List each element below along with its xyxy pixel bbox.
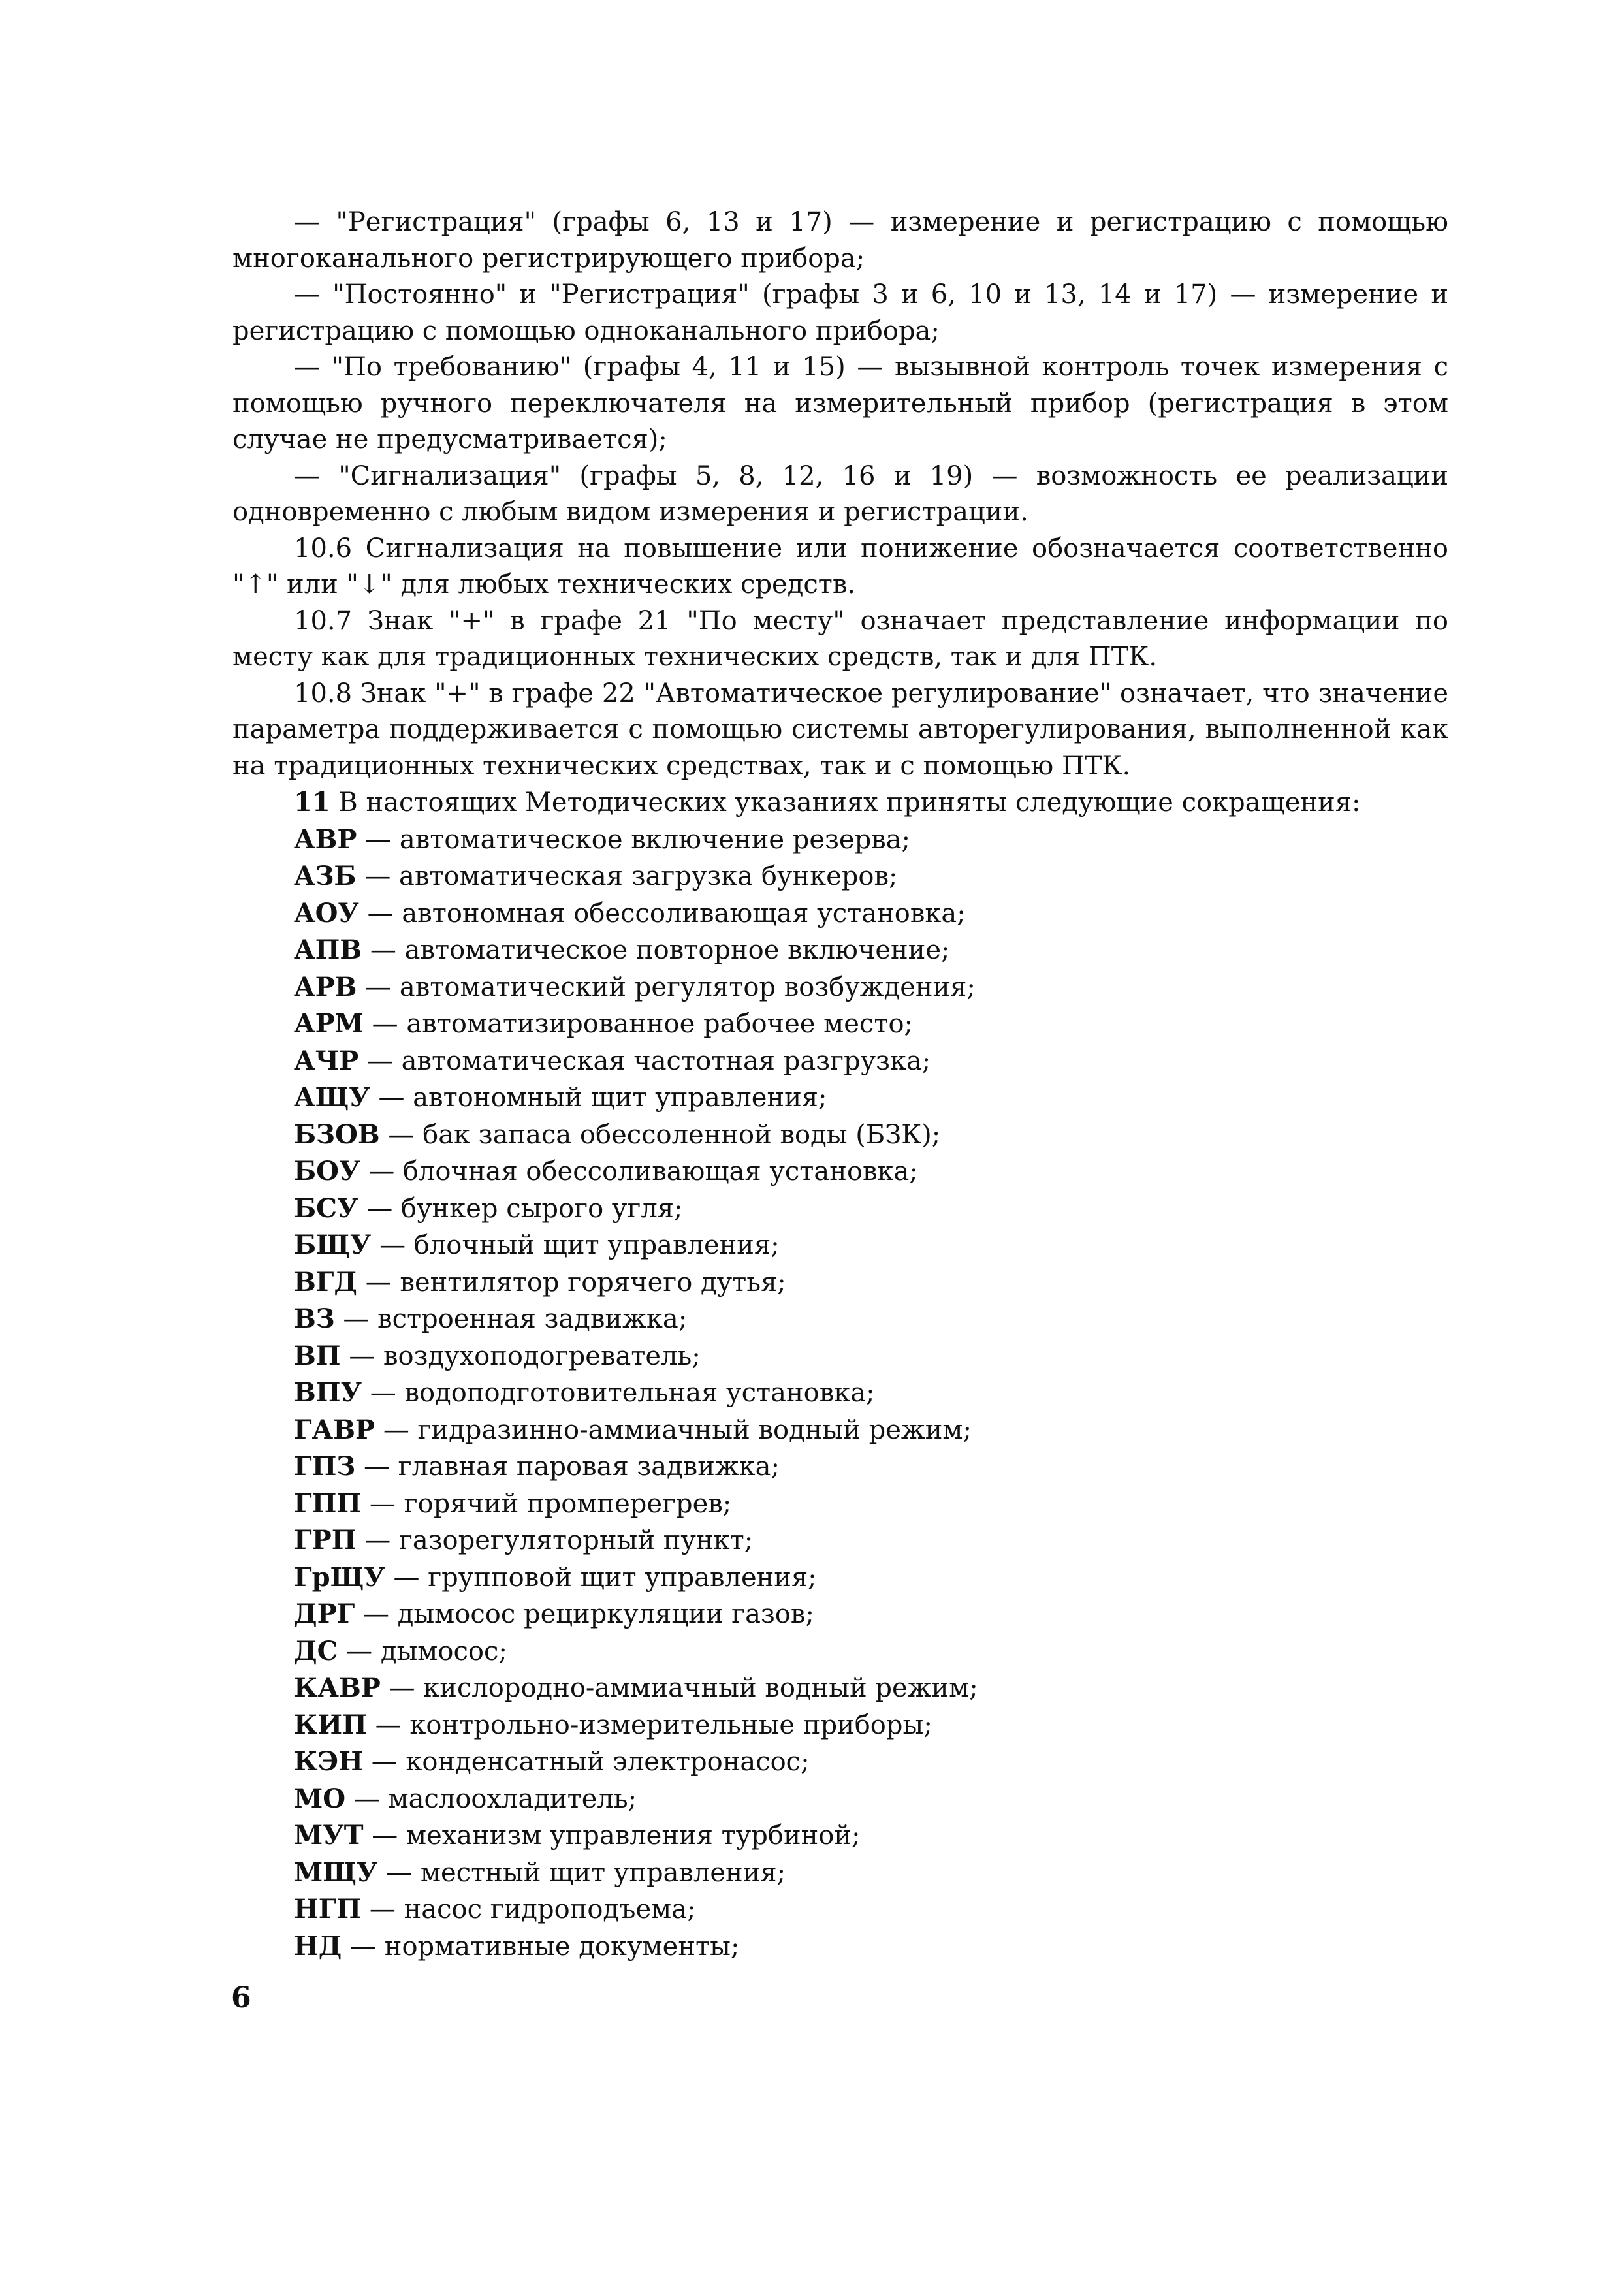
abbreviation-definition: — автоматическое повторное включение;: [370, 935, 950, 965]
abbreviation-definition: — главная паровая задвижка;: [363, 1452, 780, 1482]
abbreviation-definition: — насос гидроподъема;: [369, 1894, 696, 1924]
abbreviation-item: [232, 1781, 1448, 1818]
abbreviation-item: [232, 1707, 1448, 1744]
abbreviation-definition: — автоматическая частотная разгрузка;: [366, 1045, 931, 1076]
abbreviation-definition: — конденсатный электронасос;: [371, 1747, 810, 1777]
abbreviation-definition: — контрольно-измерительные приборы;: [375, 1710, 932, 1740]
abbreviation-definition: — автономный щит управления;: [378, 1083, 827, 1113]
abbreviation-item: [232, 1744, 1448, 1781]
abbreviation-item: [232, 1043, 1448, 1080]
abbreviation-definition: — вентилятор горячего дутья;: [365, 1267, 786, 1298]
paragraph-10-7: 10.7 Знак "+" в графе 21 "По месту" означает представление информации по месту как для традиционных технических средств, так и для ПТК.: [232, 605, 1448, 672]
abbreviation-item: [232, 1301, 1448, 1338]
abbreviation-definition: — автоматическое включение резерва;: [365, 824, 911, 855]
abbreviation-definition: — гидразинно-аммиачный водный режим;: [383, 1414, 972, 1445]
abbreviation-term: ГрЩУ: [294, 1561, 385, 1593]
abbreviation-term: БСУ: [294, 1192, 358, 1224]
abbreviation-term: НД: [294, 1930, 342, 1962]
paragraph-10-8: 10.8 Знак "+" в графе 22 "Автоматическое регулирование" означает, что значение параметра поддерживается с помощью системы авторегулирования, выполненной как на традиционных технических средствах, так и с помощью ПТК.: [232, 678, 1448, 781]
abbreviation-definition: — нормативные документы;: [350, 1931, 740, 1962]
abbreviation-item: [232, 1190, 1448, 1228]
abbreviation-item: [232, 1855, 1448, 1892]
abbreviation-item: [232, 1817, 1448, 1855]
abbreviation-term: КИП: [294, 1709, 367, 1740]
abbreviation-definition: — встроенная задвижка;: [343, 1304, 688, 1334]
abbreviation-definition: — газорегуляторный пункт;: [364, 1525, 754, 1555]
abbreviation-term: АОУ: [294, 897, 359, 929]
abbreviation-item: [232, 1006, 1448, 1043]
abbreviation-term: ВГД: [294, 1266, 357, 1298]
abbreviation-item: [232, 1486, 1448, 1523]
abbreviation-item: [232, 1338, 1448, 1375]
abbreviation-definition: — блочный щит управления;: [379, 1230, 780, 1260]
abbreviation-item: [232, 821, 1448, 859]
abbreviation-item: [232, 895, 1448, 932]
abbreviation-definition: — автоматическая загрузка бункеров;: [364, 861, 898, 891]
abbreviation-definition: — автоматизированное рабочее место;: [372, 1009, 914, 1039]
abbreviation-item: [232, 1633, 1448, 1670]
abbreviation-term: ГРП: [294, 1525, 357, 1555]
paragraph-on-demand: — "По требованию" (графы 4, 11 и 15) — вызывной контроль точек измерения с помощью ручного переключателя на измерительный прибор (регистрация в этом случае не предусматривается);: [232, 352, 1448, 454]
abbreviation-definition: — воздухоподогреватель;: [349, 1341, 701, 1371]
abbreviation-item: [232, 1117, 1448, 1154]
abbreviation-definition: — механизм управления турбиной;: [372, 1821, 861, 1851]
abbreviation-term: МО: [294, 1783, 346, 1814]
abbreviation-term: ГПЗ: [294, 1451, 356, 1482]
section-11-number: 11: [294, 787, 330, 818]
paragraph-constant-registration: — "Постоянно" и "Регистрация" (графы 3 и 6, 10 и 13, 14 и 17) — измерение и регистрацию с помощью одноканального прибора;: [232, 279, 1448, 346]
abbreviation-item: [232, 1928, 1448, 1966]
abbreviation-definition: — блочная обессоливающая установка;: [368, 1156, 918, 1187]
abbreviation-term: АРВ: [294, 971, 357, 1002]
abbreviation-definition: — автономная обессоливающая установка;: [367, 898, 966, 929]
abbreviation-item: [232, 1375, 1448, 1412]
abbreviation-term: БЗОВ: [294, 1119, 380, 1150]
abbreviation-item: [232, 1264, 1448, 1301]
page-number: 6: [231, 1981, 251, 2015]
abbreviation-definition: — бункер сырого угля;: [366, 1193, 683, 1224]
abbreviation-item: [232, 1596, 1448, 1633]
section-11-heading: [232, 784, 1448, 821]
abbreviation-definition: — дымосос рециркуляции газов;: [362, 1599, 814, 1629]
abbreviation-definition: — кислородно-аммиачный водный режим;: [389, 1673, 978, 1703]
abbreviation-term: АЩУ: [294, 1082, 370, 1113]
abbreviation-item: [232, 1670, 1448, 1707]
abbreviation-term: ДРГ: [294, 1599, 355, 1629]
abbreviation-term: МУТ: [294, 1820, 364, 1851]
abbreviation-term: АЗБ: [294, 861, 357, 891]
abbreviation-list: [232, 821, 1448, 1966]
abbreviation-item: [232, 1448, 1448, 1486]
abbreviation-term: ВП: [294, 1340, 341, 1371]
abbreviation-term: БОУ: [294, 1156, 360, 1187]
abbreviation-term: БЩУ: [294, 1230, 372, 1260]
section-11-text: В настоящих Методических указаниях приняты следующие сокращения:: [338, 788, 1361, 818]
abbreviation-term: АВР: [294, 823, 357, 855]
abbreviation-definition: — групповой щит управления;: [393, 1562, 817, 1593]
abbreviation-term: АЧР: [294, 1045, 359, 1076]
abbreviation-term: НГП: [294, 1894, 362, 1924]
abbreviation-term: ВПУ: [294, 1377, 362, 1408]
abbreviation-definition: — местный щит управления;: [386, 1857, 786, 1888]
abbreviation-item: [232, 932, 1448, 969]
abbreviation-item: [232, 858, 1448, 895]
abbreviation-term: КАВР: [294, 1672, 381, 1703]
abbreviation-definition: — водоподготовительная установка;: [370, 1378, 875, 1408]
paragraph-registration: — "Регистрация" (графы 6, 13 и 17) — измерение и регистрацию с помощью многоканального регистрирующего прибора;: [232, 207, 1448, 274]
abbreviation-item: [232, 1412, 1448, 1449]
paragraph-10-6: 10.6 Сигнализация на повышение или понижение обозначается соответственно "↑" или "↓" для любых технических средств.: [232, 533, 1448, 599]
abbreviation-item: [232, 1079, 1448, 1117]
abbreviation-term: ДС: [294, 1635, 338, 1666]
abbreviation-item: [232, 1891, 1448, 1928]
abbreviation-term: ГПП: [294, 1488, 362, 1519]
abbreviation-term: МЩУ: [294, 1856, 378, 1888]
abbreviation-term: АРМ: [294, 1008, 364, 1039]
abbreviation-item: [232, 1559, 1448, 1597]
abbreviation-item: [232, 1227, 1448, 1264]
abbreviation-item: [232, 969, 1448, 1006]
abbreviation-definition: — горячий промперегрев;: [369, 1488, 732, 1519]
abbreviation-definition: — автоматический регулятор возбуждения;: [365, 972, 976, 1002]
abbreviation-item: [232, 1153, 1448, 1190]
paragraph-signalization: — "Сигнализация" (графы 5, 8, 12, 16 и 19) — возможность ее реализации одновременно с любым видом измерения и регистрации.: [232, 460, 1448, 527]
abbreviation-item: [232, 1522, 1448, 1559]
abbreviation-definition: — дымосос;: [346, 1636, 507, 1666]
abbreviation-term: ГАВР: [294, 1414, 375, 1445]
abbreviation-definition: — маслоохладитель;: [353, 1783, 637, 1814]
abbreviation-term: АПВ: [294, 934, 362, 965]
abbreviation-term: ВЗ: [294, 1303, 335, 1334]
abbreviation-term: КЭН: [294, 1746, 363, 1777]
abbreviation-definition: — бак запаса обессоленной воды (БЗК);: [388, 1119, 941, 1150]
document-body: [232, 204, 1448, 1965]
